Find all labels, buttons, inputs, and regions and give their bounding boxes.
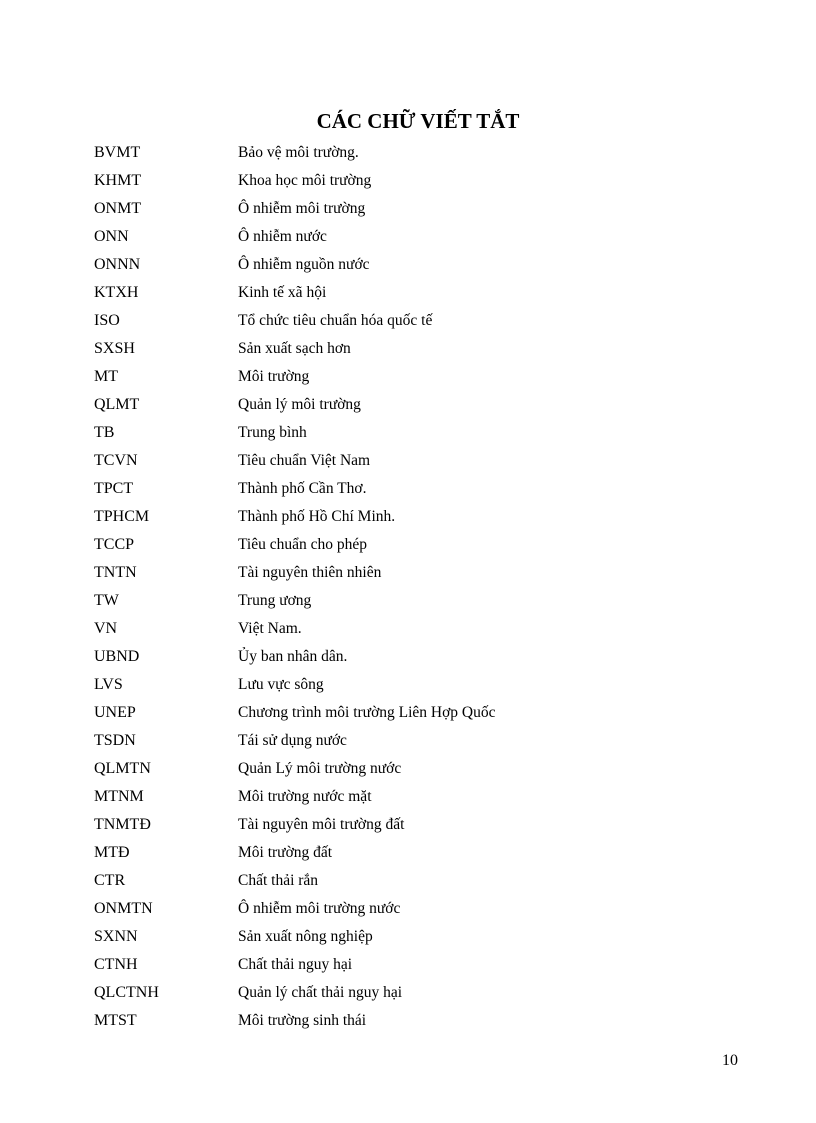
abbreviation-meaning: Tài nguyên thiên nhiên (238, 564, 382, 581)
page-title: CÁC CHỮ VIẾT TẮT (316, 109, 520, 133)
abbreviation-term: VN (94, 620, 118, 637)
abbreviation-term: TCCP (94, 536, 135, 553)
abbreviation-row (94, 167, 734, 195)
abbreviation-row (94, 475, 734, 503)
abbreviation-row (94, 643, 734, 671)
abbreviation-row (94, 391, 734, 419)
abbreviation-row (94, 447, 734, 475)
abbreviation-row (94, 979, 734, 1007)
abbreviation-term: KTXH (94, 284, 139, 301)
abbreviation-term: TW (94, 592, 119, 609)
abbreviation-meaning: Lưu vực sông (238, 676, 324, 693)
abbreviation-term: MTNM (94, 788, 144, 805)
abbreviation-meaning: Tiêu chuẩn Việt Nam (238, 452, 371, 469)
abbreviation-term: SXSH (94, 340, 135, 357)
abbreviation-row (94, 279, 734, 307)
abbreviation-meaning: Bảo vệ môi trường. (238, 144, 359, 161)
abbreviation-term: TNTN (94, 564, 137, 581)
abbreviation-term: TCVN (94, 452, 138, 469)
abbreviation-row (94, 335, 734, 363)
abbreviation-row (94, 1007, 734, 1035)
abbreviation-term: ISO (94, 312, 120, 329)
abbreviation-meaning: Ô nhiễm môi trường (238, 200, 366, 217)
abbreviation-row (94, 727, 734, 755)
abbreviation-row (94, 671, 734, 699)
abbreviation-meaning: Việt Nam. (238, 620, 302, 637)
abbreviation-term: MTST (94, 1012, 137, 1029)
abbreviation-meaning: Thành phố Hồ Chí Minh. (238, 508, 396, 525)
abbreviation-term: QLCTNH (94, 984, 159, 1001)
abbreviation-row (94, 839, 734, 867)
abbreviation-term: TPCT (94, 480, 134, 497)
abbreviation-row (94, 783, 734, 811)
abbreviation-term: CTNH (94, 956, 138, 973)
abbreviation-meaning: Sản xuất sạch hơn (238, 340, 351, 357)
abbreviation-meaning: Môi trường sinh thái (238, 1012, 367, 1029)
abbreviation-term: CTR (94, 872, 126, 889)
page-number: 10 (722, 1052, 738, 1069)
abbreviation-term: MT (94, 368, 118, 385)
abbreviation-row (94, 755, 734, 783)
abbreviation-term: ONMTN (94, 900, 153, 917)
abbreviation-term: TPHCM (94, 508, 150, 525)
abbreviation-meaning: Môi trường nước mặt (238, 788, 372, 805)
abbreviation-row (94, 811, 734, 839)
abbreviation-row (94, 419, 734, 447)
abbreviation-row (94, 139, 734, 167)
abbreviation-meaning: Khoa học môi trường (238, 172, 372, 189)
abbreviation-row (94, 587, 734, 615)
abbreviation-term: UNEP (94, 704, 136, 721)
abbreviation-meaning: Chất thải nguy hại (238, 956, 353, 973)
abbreviation-meaning: Chất thải rắn (238, 872, 319, 889)
abbreviation-list (94, 139, 734, 1035)
abbreviation-meaning: Quản Lý môi trường nước (238, 760, 402, 777)
abbreviation-term: UBND (94, 648, 140, 665)
abbreviation-term: QLMT (94, 396, 140, 413)
abbreviation-term: MTĐ (94, 844, 130, 861)
abbreviation-row (94, 307, 734, 335)
abbreviation-row (94, 559, 734, 587)
abbreviation-meaning: Chương trình môi trường Liên Hợp Quốc (238, 704, 496, 721)
abbreviation-meaning: Ô nhiễm nước (238, 228, 327, 245)
abbreviation-meaning: Ủy ban nhân dân. (238, 648, 348, 665)
abbreviation-term: SXNN (94, 928, 138, 945)
abbreviation-row (94, 223, 734, 251)
abbreviation-row (94, 699, 734, 727)
abbreviation-row (94, 951, 734, 979)
abbreviation-meaning: Tái sử dụng nước (238, 732, 347, 749)
abbreviation-meaning: Môi trường đất (238, 844, 333, 861)
abbreviation-row (94, 923, 734, 951)
abbreviation-meaning: Kinh tế xã hội (238, 284, 327, 301)
abbreviation-meaning: Môi trường (238, 368, 310, 385)
abbreviation-meaning: Quản lý môi trường (238, 396, 361, 413)
abbreviation-term: TNMTĐ (94, 816, 151, 833)
abbreviation-meaning: Ô nhiễm môi trường nước (238, 900, 401, 917)
abbreviation-meaning: Tiêu chuẩn cho phép (238, 536, 368, 553)
abbreviation-term: TB (94, 424, 115, 441)
abbreviation-term: TSDN (94, 732, 136, 749)
abbreviation-term: ONMT (94, 200, 142, 217)
abbreviation-term: BVMT (94, 144, 141, 161)
abbreviation-term: KHMT (94, 172, 142, 189)
abbreviation-term: ONNN (94, 256, 141, 273)
abbreviation-term: LVS (94, 676, 123, 693)
abbreviation-row (94, 615, 734, 643)
abbreviation-meaning: Sản xuất nông nghiệp (238, 928, 373, 945)
abbreviation-row (94, 503, 734, 531)
abbreviation-row (94, 251, 734, 279)
abbreviation-meaning: Trung ương (238, 592, 312, 609)
abbreviation-meaning: Tài nguyên môi trường đất (238, 816, 405, 833)
abbreviation-meaning: Thành phố Cần Thơ. (238, 480, 367, 497)
abbreviation-term: QLMTN (94, 760, 151, 777)
abbreviation-row (94, 363, 734, 391)
abbreviation-meaning: Tổ chức tiêu chuẩn hóa quốc tế (238, 312, 433, 329)
abbreviation-row (94, 867, 734, 895)
abbreviation-row (94, 895, 734, 923)
abbreviation-row (94, 531, 734, 559)
abbreviation-row (94, 195, 734, 223)
abbreviation-term: ONN (94, 228, 129, 245)
abbreviation-meaning: Trung bình (238, 424, 307, 441)
abbreviation-meaning: Ô nhiễm nguồn nước (238, 256, 370, 273)
abbreviation-meaning: Quản lý chất thải nguy hại (238, 984, 402, 1001)
